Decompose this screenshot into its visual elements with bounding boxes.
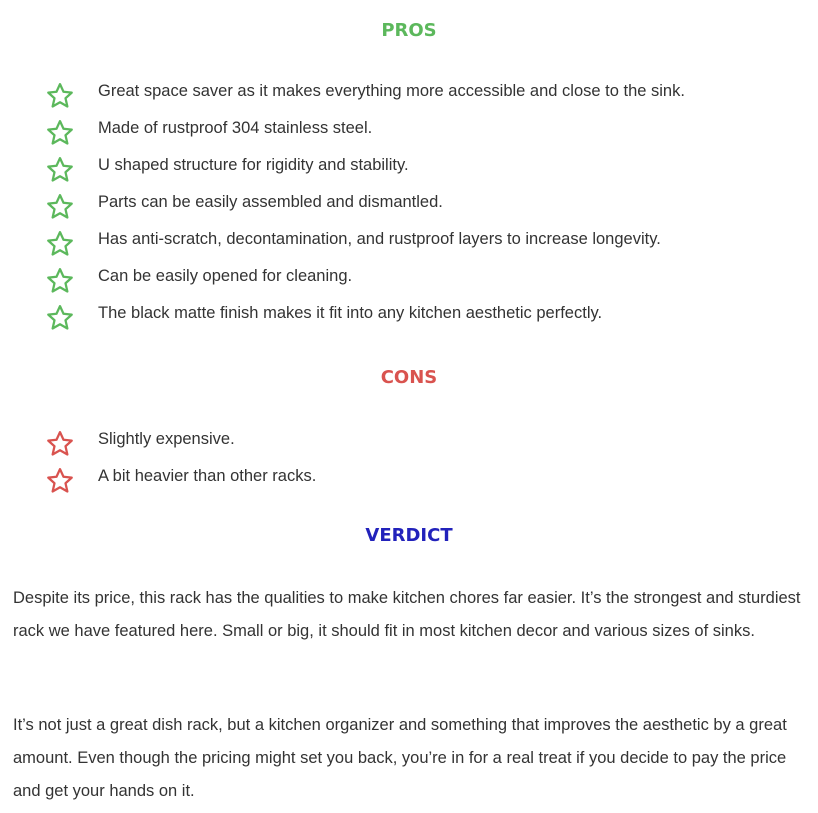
star-outline-icon [45, 266, 75, 296]
star-outline-icon [45, 429, 75, 459]
pros-item-text: Can be easily opened for cleaning. [98, 267, 353, 285]
pros-item-text: Has anti-scratch, decontamination, and rustproof layers to increase longevity. [98, 230, 661, 248]
list-item [0, 467, 818, 507]
verdict-heading: VERDICT [365, 525, 453, 546]
star-outline-icon [45, 303, 75, 333]
cons-list [0, 430, 818, 507]
verdict-paragraph: It’s not just a great dish rack, but a kitchen organizer and something that improves the aesthetic by a great amount. Even though the pricing might set you back, you’re in for a real treat if you decide to pay the price and get your hands on it. [13, 716, 787, 800]
cons-item-text: Slightly expensive. [98, 430, 235, 448]
cons-item-text: A bit heavier than other racks. [98, 467, 317, 485]
pros-heading: PROS [381, 20, 437, 41]
pros-item-text: The black matte finish makes it fit into any kitchen aesthetic perfectly. [98, 304, 603, 322]
pros-item-text: Parts can be easily assembled and dismantled. [98, 193, 443, 211]
pros-item-text: U shaped structure for rigidity and stability. [98, 156, 409, 174]
star-outline-icon [45, 81, 75, 111]
star-outline-icon [45, 155, 75, 185]
pros-list [0, 82, 818, 344]
list-item [0, 304, 818, 344]
star-outline-icon [45, 466, 75, 496]
pros-item-text: Made of rustproof 304 stainless steel. [98, 119, 373, 137]
verdict-paragraph: Despite its price, this rack has the qualities to make kitchen chores far easier. It’s the strongest and sturdiest rack we have featured here. Small or big, it should fit in most kitchen decor and various sizes of sinks. [13, 589, 801, 640]
star-outline-icon [45, 192, 75, 222]
pros-item-text: Great space saver as it makes everything more accessible and close to the sink. [98, 82, 685, 100]
star-outline-icon [45, 229, 75, 259]
star-outline-icon [45, 118, 75, 148]
cons-heading: CONS [380, 367, 438, 388]
